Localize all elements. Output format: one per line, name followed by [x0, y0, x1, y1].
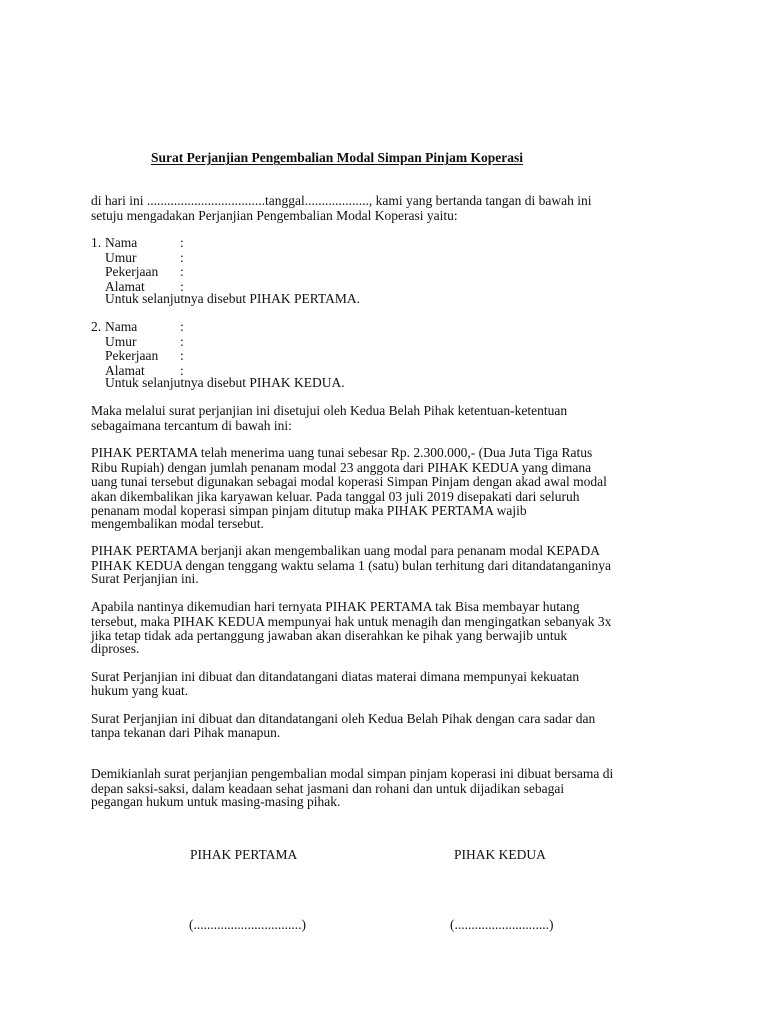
document-title: Surat Perjanjian Pengembalian Modal Simpan Pinjam Koperasi [151, 150, 524, 165]
paragraph-line: Ribu Rupiah) dengan jumlah penanam modal 23 anggota dari PIHAK KEDUA yang dimana [91, 459, 592, 475]
party2-field-colon: : [180, 333, 184, 349]
paragraph-line: Demikianlah surat perjanjian pengembalian modal simpan pinjam koperasi ini dibuat bersama di [91, 766, 614, 781]
paragraph-line: tanpa tekanan dari Pihak manapun. [91, 725, 281, 740]
party2-designation: Untuk selanjutnya disebut PIHAK KEDUA. [105, 375, 345, 390]
paragraph-line: mengembalikan modal tersebut. [91, 516, 264, 531]
paragraph-line: Surat Perjanjian ini dibuat dan ditandatangani oleh Kedua Belah Pihak dengan cara sadar dan [91, 711, 596, 726]
paragraph-line: depan saksi-saksi, dalam keadaan sehat jasmani dan rohani dan untuk dijadikan sebagai [91, 780, 565, 796]
paragraph-line: Surat Perjanjian ini dibuat dan ditandatangani diatas materai dimana mempunyai kekuatan [91, 669, 580, 684]
party2-field-colon: : [180, 362, 184, 378]
party1-field-colon: : [180, 278, 184, 294]
paragraph-line: Maka melalui surat perjanjian ini disetujui oleh Kedua Belah Pihak ketentuan-ketentuan [91, 403, 568, 418]
party1-field-label: Umur [105, 249, 137, 265]
signature-label-second-party: PIHAK KEDUA [454, 847, 546, 862]
party1-field-label: Alamat [105, 278, 145, 294]
paragraph-line: penanam modal koperasi simpan pinjam ditutup maka PIHAK PERTAMA wajib [91, 503, 527, 518]
paragraph-line: PIHAK PERTAMA berjanji akan mengembalikan uang modal para penanam modal KEPADA [91, 543, 601, 558]
paragraph-line: Apabila nantinya dikemudian hari ternyata PIHAK PERTAMA tak Bisa membayar hutang [91, 599, 580, 614]
party2-field-label: Nama [105, 319, 138, 334]
party2-number: 2. [91, 319, 102, 334]
signature-line-second-party: (............................) [450, 917, 554, 932]
party1-field-colon: : [180, 249, 184, 265]
paragraph-line: Surat Perjanjian ini. [91, 571, 199, 586]
signature-line-first-party: (................................) [189, 917, 306, 932]
paragraph-line: pegangan hukum untuk masing-masing pihak. [91, 794, 341, 809]
party2-field-label: Alamat [105, 362, 145, 378]
paragraph-line: uang tunai tersebut digunakan sebagai modal koperasi Simpan Pinjam dengan akad awal modal [91, 474, 607, 489]
paragraph-line: sebagaimana tercantum di bawah ini: [91, 417, 292, 433]
party1-field-colon: : [180, 235, 184, 250]
intro-line: di hari ini ...................................tanggal..................., kami yang bertanda tangan di bawah ini [91, 193, 592, 208]
signature-label-first-party: PIHAK PERTAMA [190, 847, 298, 862]
party1-designation: Untuk selanjutnya disebut PIHAK PERTAMA. [105, 291, 360, 306]
party1-number: 1. [91, 235, 102, 250]
paragraph-line: jika tetap tidak ada pertanggung jawaban akan diserahkan ke pihak yang berwajib untuk [91, 628, 568, 643]
party1-field-colon: : [180, 264, 184, 279]
paragraph-line: PIHAK KEDUA dengan tenggang waktu selama 1 (satu) bulan terhitung dari ditandatanganinya [91, 557, 611, 573]
paragraph-line: PIHAK PERTAMA telah menerima uang tunai sebesar Rp. 2.300.000,- (Dua Juta Tiga Ratus [91, 445, 593, 460]
party1-field-label: Nama [105, 235, 138, 250]
paragraph-line: tersebut, maka PIHAK KEDUA mempunyai hak untuk menagih dan mengingatkan sebanyak 3x [91, 613, 612, 629]
intro-line: setuju mengadakan Perjanjian Pengembalian Modal Koperasi yaitu: [91, 207, 458, 223]
paragraph-line: diproses. [91, 641, 140, 656]
party2-field-label: Umur [105, 333, 137, 349]
party2-field-colon: : [180, 319, 184, 334]
paragraph-line: akan dikembalikan jika karyawan keluar. Pada tanggal 03 juli 2019 disepakati dari seluruh [91, 488, 580, 504]
paragraph-line: hukum yang kuat. [91, 683, 189, 698]
party2-field-colon: : [180, 348, 184, 363]
party1-field-label: Pekerjaan [105, 264, 159, 279]
party2-field-label: Pekerjaan [105, 348, 159, 363]
